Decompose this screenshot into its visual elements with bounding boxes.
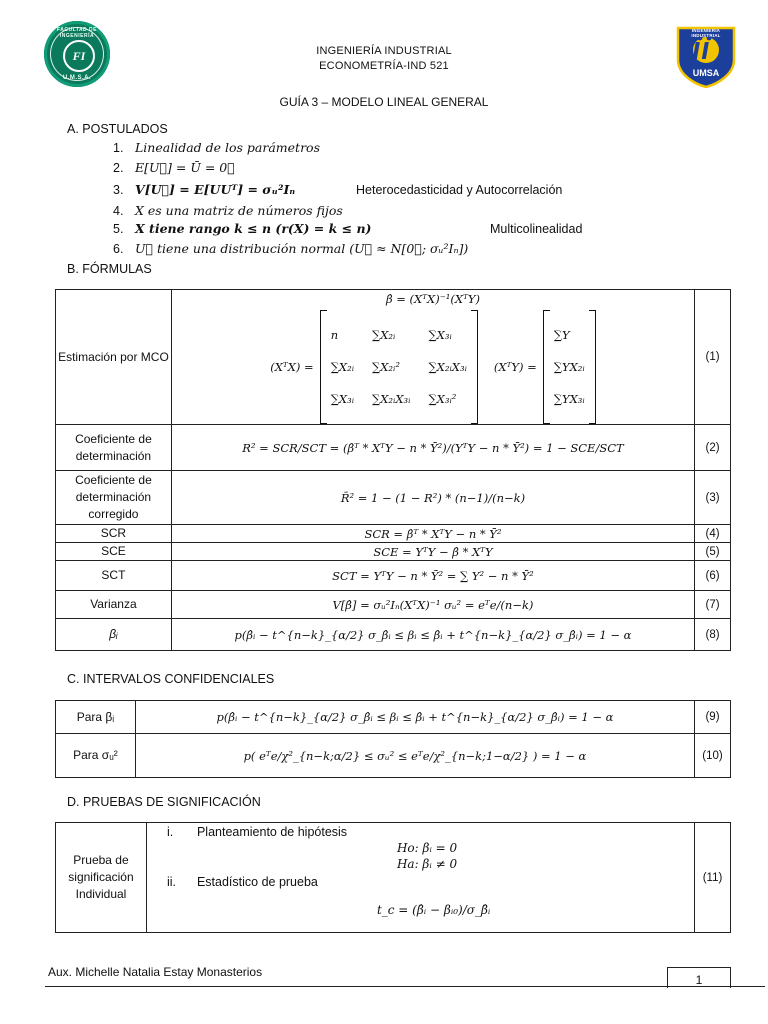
test-content-cell (146, 823, 694, 933)
equation-number: (2) (695, 425, 731, 471)
row-label: βᵢ (56, 619, 172, 651)
mco-formula-cell (171, 290, 694, 425)
row-label: Estimación por MCO (56, 290, 172, 425)
postulate-text: X tiene rango k ≤ n (r(X) = k ≤ n) (135, 221, 372, 236)
postulate-text: Linealidad de los parámetros (135, 140, 320, 155)
table-row (56, 290, 731, 425)
row-formula: SCE = YᵀY − β̂ * XᵀY (171, 543, 694, 561)
postulate-number: 1. (113, 141, 124, 155)
row-formula: R̄² = 1 − (1 − R²) * (n−1)/(n−k) (171, 471, 694, 525)
equation-number: (9) (695, 701, 731, 734)
matrix-cell: ∑YX₂ᵢ (553, 360, 585, 374)
postulate-number: 2. (113, 161, 124, 175)
table-row (56, 734, 731, 778)
formulas-table (55, 289, 731, 651)
section-a-title: A. POSTULADOS (67, 122, 168, 136)
matrix-cell: ∑X₂ᵢ (372, 328, 396, 342)
row-label: SCE (56, 543, 172, 561)
bracket-right-icon (471, 310, 478, 424)
equation-number: (4) (695, 525, 731, 543)
header-course: ECONOMETRÍA-IND 521 (319, 60, 449, 72)
step-text: Estadístico de prueba (196, 875, 318, 889)
page-title: GUÍA 3 – MODELO LINEAL GENERAL (279, 95, 489, 109)
department-logo-bottom-text: UMSA (692, 68, 720, 78)
postulate-3 (113, 182, 295, 197)
test-step-i (167, 825, 347, 839)
postulate-1 (113, 140, 320, 155)
postulate-3-note: Heterocedasticidad y Autocorrelación (356, 183, 563, 197)
row-label: Para βᵢ (56, 701, 136, 734)
row-label: SCT (56, 561, 172, 591)
page-number: 1 (667, 967, 731, 988)
faculty-logo-ring-text: FACULTAD DE INGENIERÍA (56, 27, 98, 39)
row-label: Coeficiente de determinación (56, 425, 172, 471)
table-row (56, 591, 731, 619)
xty-matrix (543, 310, 596, 424)
postulate-text: E[U⃗] = Ū = 0⃗ (135, 160, 235, 175)
matrix-cell: ∑X₂ᵢX₃ᵢ (428, 360, 467, 374)
header-institution: INGENIERÍA INDUSTRIAL (316, 45, 452, 57)
postulate-text: V[U⃗] = E[UUᵀ] = σᵤ²Iₙ (135, 182, 296, 197)
footer-author: Aux. Michelle Natalia Estay Monasterios (48, 965, 263, 979)
row-label: Coeficiente de determinación corregido (56, 471, 172, 525)
table-row (56, 525, 731, 543)
bracket-left-icon (320, 310, 327, 424)
table-row (56, 425, 731, 471)
postulate-text: X es una matriz de números fijos (135, 203, 343, 218)
postulate-text: U⃗ tiene una distribución normal (U⃗ ≈ N[0⃗; σᵤ²Iₙ]) (135, 241, 469, 256)
row-formula: p(β̂ᵢ − t^{n−k}_{α/2} σ_β̂ᵢ ≤ βᵢ ≤ β̂ᵢ + t^{n−k}_{α/2} σ_β̂ᵢ) = 1 − α (135, 701, 694, 734)
intervals-table (55, 700, 731, 778)
xtx-grid (327, 328, 471, 406)
table-row (56, 543, 731, 561)
faculty-logo-bottom-text: U.M.S.A. (62, 75, 92, 81)
matrix-cell: n (330, 328, 339, 342)
equation-number: (1) (695, 290, 731, 425)
null-hypothesis: Ho: βᵢ = 0 (396, 841, 458, 855)
matrix-cell: ∑X₃ᵢ (428, 328, 452, 342)
row-label: Para σᵤ² (56, 734, 136, 778)
postulate-number: 6. (113, 242, 124, 256)
matrix-cell: ∑X₂ᵢ (330, 360, 355, 374)
step-text: Planteamiento de hipótesis (196, 825, 348, 839)
equation-number: (10) (695, 734, 731, 778)
postulate-6 (113, 241, 468, 256)
xty-lhs: (XᵀY) = (493, 360, 537, 374)
equation-number: (3) (695, 471, 731, 525)
section-d-title: D. PRUEBAS DE SIGNIFICACIÓN (67, 795, 261, 809)
row-formula: SCR = β̂ᵀ * XᵀY − n * Ȳ² (171, 525, 694, 543)
tests-table (55, 822, 731, 933)
matrix-cell: ∑X₂ᵢX₃ᵢ (372, 392, 411, 406)
row-formula: R² = SCR/SCT = (β̂ᵀ * XᵀY − n * Ȳ²)/(YᵀY − n * Ȳ²) = 1 − SCE/SCT (171, 425, 694, 471)
matrices (172, 310, 694, 424)
postulate-number: 3. (113, 183, 124, 197)
postulate-5-note: Multicolinealidad (490, 222, 583, 236)
matrix-cell: ∑X₃ᵢ² (428, 392, 457, 406)
row-formula: SCT = YᵀY − n * Ȳ² = ∑ Y² − n * Ȳ² (171, 561, 694, 591)
postulate-5 (113, 221, 371, 236)
xtx-matrix (320, 310, 478, 424)
matrix-cell: ∑YX₃ᵢ (553, 392, 585, 406)
row-formula: p(β̂ᵢ − t^{n−k}_{α/2} σ_β̂ᵢ ≤ βᵢ ≤ β̂ᵢ + t^{n−k}_{α/2} σ_β̂ᵢ) = 1 − α (171, 619, 694, 651)
matrix-cell: ∑X₂ᵢ² (372, 360, 400, 374)
footer-divider (45, 986, 765, 987)
table-row (56, 561, 731, 591)
row-label: SCR (56, 525, 172, 543)
equation-number: (11) (695, 823, 731, 933)
postulate-2 (113, 160, 235, 175)
department-logo-arc-text: INGENIERIA INDUSTRIAL (691, 28, 721, 38)
section-b-title: B. FÓRMULAS (67, 262, 152, 276)
table-row (56, 701, 731, 734)
step-number: ii. (166, 875, 176, 889)
row-label: Varianza (56, 591, 172, 619)
row-formula: p( eᵀe/χ²_{n−k;α/2} ≤ σᵤ² ≤ eᵀe/χ²_{n−k;1−α/2} ) = 1 − α (135, 734, 694, 778)
table-row (56, 619, 731, 651)
alt-hypothesis: Ha: βᵢ ≠ 0 (396, 857, 458, 871)
row-label: Prueba de significación Individual (56, 823, 147, 933)
equation-number: (6) (695, 561, 731, 591)
postulate-4 (113, 203, 343, 218)
postulate-number: 4. (113, 204, 124, 218)
postulate-number: 5. (113, 222, 124, 236)
step-number: i. (166, 825, 174, 839)
section-c-title: C. INTERVALOS CONFIDENCIALES (67, 672, 275, 686)
table-row (56, 471, 731, 525)
table-row (56, 823, 731, 933)
beta-hat-formula: β̂ = (XᵀX)⁻¹(XᵀY) (385, 292, 480, 306)
faculty-logo-mark: FI (63, 40, 95, 72)
xty-grid (550, 328, 589, 406)
test-step-ii (167, 875, 318, 889)
equation-number: (7) (695, 591, 731, 619)
equation-number: (8) (695, 619, 731, 651)
bracket-right-icon (589, 310, 596, 424)
row-formula: V[β̂] = σᵤ²Iₙ(XᵀX)⁻¹ σᵤ² = eᵀe/(n−k) (171, 591, 694, 619)
matrix-cell: ∑Y (553, 328, 570, 342)
matrix-cell: ∑X₃ᵢ (330, 392, 355, 406)
equation-number: (5) (695, 543, 731, 561)
bracket-left-icon (543, 310, 550, 424)
xtx-lhs: (XᵀX) = (270, 360, 314, 374)
test-statistic: t_c = (β̂ᵢ − βᵢ₀)/σ_β̂ᵢ (376, 903, 491, 917)
